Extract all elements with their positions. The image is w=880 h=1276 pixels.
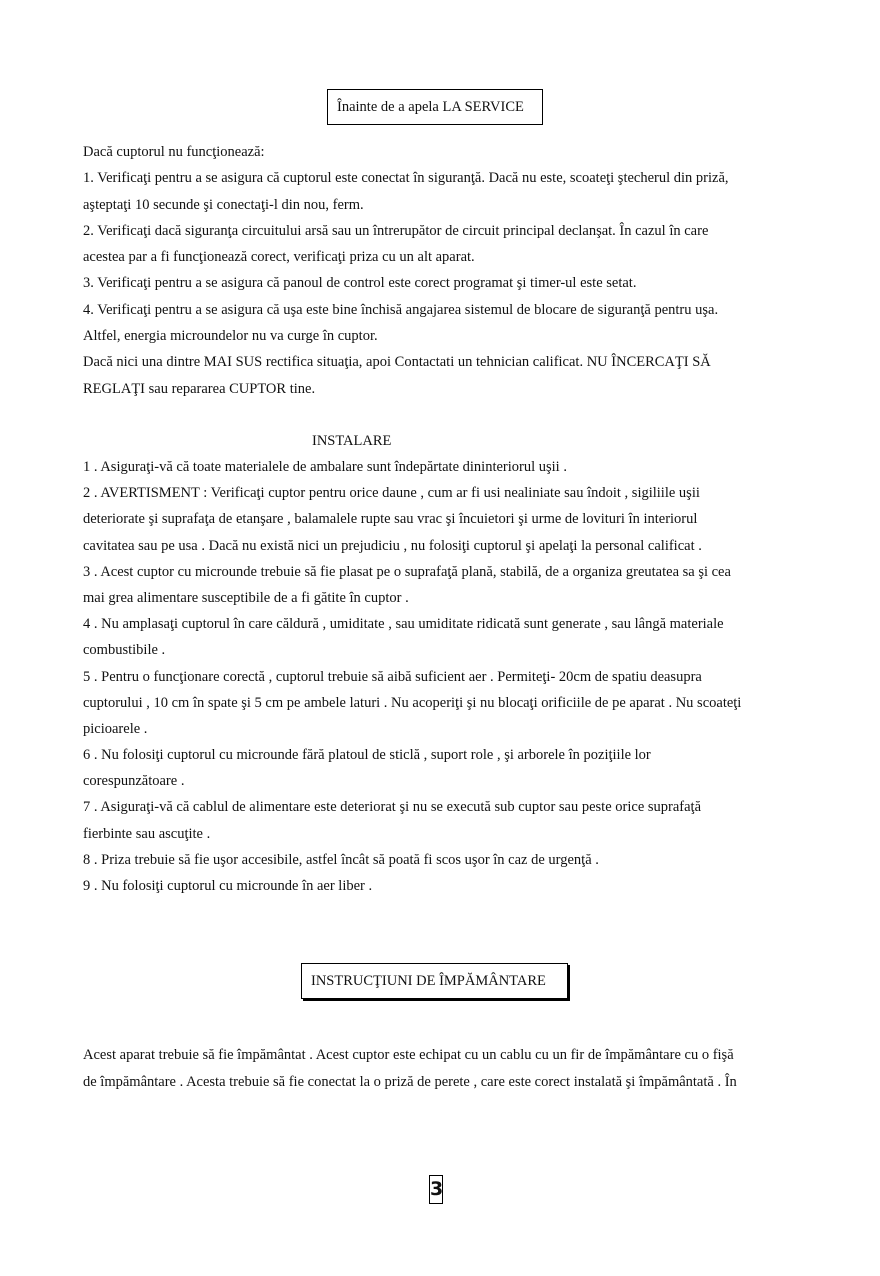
grounding-line: de împământare . Acesta trebuie să fie conectat la o priză de perete , care este corect instalată şi împământată . În [83, 1074, 737, 1090]
service-line: aşteptaţi 10 secunde şi conectaţi-l din nou, ferm. [83, 196, 364, 213]
service-section-body [83, 139, 795, 402]
page-number: 3 [429, 1175, 443, 1204]
installation-line: 8 . Priza trebuie să fie uşor accesibile, astfel încât să poată fi scos uşor în caz de urgenţă . [83, 851, 599, 868]
service-line: 3. Verificaţi pentru a se asigura că panoul de control este corect programat şi timer-ul este setat. [83, 275, 637, 292]
installation-line: corespunzătoare . [83, 773, 185, 790]
installation-section-body [83, 454, 795, 899]
installation-line: deteriorate şi suprafaţa de etanşare , balamalele rupte sau vrac şi încuietori şi urme de lovituri în interiorul [83, 511, 698, 528]
installation-line: 2 . AVERTISMENT : Verificaţi cuptor pentru orice daune , cum ar fi usi nealiniate sau îndoit , sigiliile uşii [83, 485, 700, 502]
service-line: REGLAŢI sau repararea CUPTOR tine. [83, 380, 316, 397]
service-line: Altfel, energia microundelor nu va curge în cuptor. [83, 328, 378, 345]
service-line: acestea par a fi funcţionează corect, verificaţi priza cu un alt aparat. [83, 249, 475, 266]
service-line: 1. Verificaţi pentru a se asigura că cuptorul este conectat în siguranţă. Dacă nu este, scoateţi ştecherul din priză, [83, 170, 729, 187]
installation-line: 4 . Nu amplasaţi cuptorul în care căldură , umiditate , sau umiditate ridicată sunt generate , sau lângă materiale [83, 616, 724, 633]
grounding-section-body [83, 1042, 795, 1096]
grounding-section-title: INSTRUCŢIUNI DE ÎMPĂMÂNTARE [301, 963, 568, 999]
installation-line: mai grea alimentare susceptibile de a fi gătite în cuptor . [83, 589, 409, 606]
installation-line: combustibile . [83, 642, 166, 659]
installation-line: 9 . Nu folosiţi cuptorul cu microunde în aer liber . [83, 878, 373, 894]
installation-line: 6 . Nu folosiţi cuptorul cu microunde fără platoul de sticlă , suport role , şi arborele în poziţiile lor [83, 747, 651, 764]
installation-line: 5 . Pentru o funcţionare corectă , cuptorul trebuie să aibă suficient aer . Permiteţi- 20cm de spatiu deasupra [83, 668, 702, 685]
service-line: Dacă cuptorul nu funcţionează: [83, 144, 265, 160]
service-section-title: Înainte de a apela LA SERVICE [327, 89, 543, 125]
installation-line: cuptorului , 10 cm în spate şi 5 cm pe ambele laturi . Nu acoperiţi şi nu blocaţi orificiile de pe aparat . Nu scoateţi [83, 694, 742, 711]
service-line: 2. Verificaţi dacă siguranţa circuitului arsă sau un întrerupător de circuit principal declanşat. În cazul în care [83, 222, 709, 239]
service-line: Dacă nici una dintre MAI SUS rectifica situaţia, apoi Contactati un tehnician calificat. NU ÎNCERCAŢI SĂ [83, 354, 711, 371]
installation-line: cavitatea sau pe usa . Dacă nu există nici un prejudiciu , nu folosiţi cuptorul şi apelaţi la personal calificat . [83, 537, 702, 554]
installation-line: picioarele . [83, 720, 148, 737]
installation-section-title: INSTALARE [312, 433, 392, 449]
installation-line: 1 . Asiguraţi-vă că toate materialele de ambalare sunt îndepărtate dininteriorul uşii . [83, 459, 567, 475]
installation-line: 7 . Asiguraţi-vă că cablul de alimentare este deteriorat şi nu se execută sub cuptor sau peste orice suprafaţă [83, 799, 702, 816]
installation-line: 3 . Acest cuptor cu microunde trebuie să fie plasat pe o suprafaţă plană, stabilă, de a organiza greutatea sa şi cea [83, 563, 731, 580]
installation-line: fierbinte sau ascuţite . [83, 825, 211, 842]
service-line: 4. Verificaţi pentru a se asigura că uşa este bine închisă angajarea sistemul de blocare de siguranţă pentru uşa. [83, 301, 719, 318]
grounding-line: Acest aparat trebuie să fie împământat . Acest cuptor este echipat cu un cablu cu un fir de împământare cu o fişă [83, 1047, 734, 1063]
